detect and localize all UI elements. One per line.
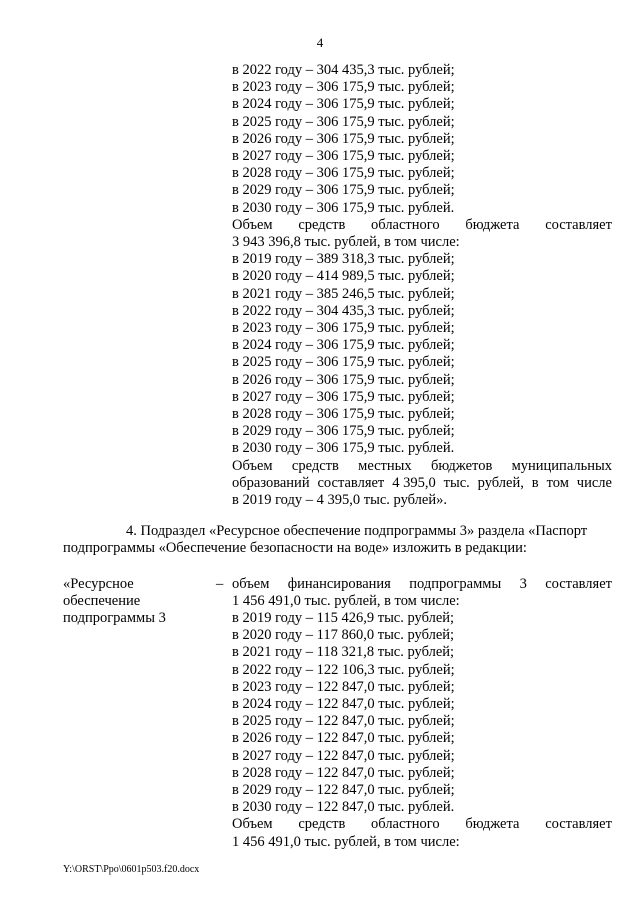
local-budget-intro-word: местных — [358, 457, 412, 474]
page-number: 4 — [316, 35, 324, 50]
year-line: в 2025 году – 122 847,0 тыс. рублей; — [232, 713, 455, 730]
regional-budget-intro-word: средств — [298, 216, 346, 233]
year-line: в 2027 году – 122 847,0 тыс. рублей; — [232, 747, 455, 764]
local-budget-total-word: рублей, — [477, 474, 524, 491]
regional-budget-intro-word: Объем — [232, 216, 273, 233]
year-line: в 2021 году – 385 246,5 тыс. рублей; — [232, 285, 455, 302]
year-line: в 2020 году – 414 989,5 тыс. рублей; — [232, 268, 455, 285]
local-budget-total — [232, 475, 612, 492]
subprogram-budget-intro-word: Объем — [232, 816, 273, 833]
year-line: в 2029 году – 122 847,0 тыс. рублей; — [232, 782, 455, 798]
year-line: в 2023 году – 306 175,9 тыс. рублей; — [232, 79, 455, 96]
local-budget-total-word: тыс. — [443, 474, 470, 491]
local-budget-total-word: составляет — [317, 474, 385, 491]
year-line: в 2024 году – 306 175,9 тыс. рублей; — [232, 96, 455, 113]
year-line: в 2025 году – 306 175,9 тыс. рублей; — [232, 113, 455, 130]
year-line: в 2024 году – 122 847,0 тыс. рублей; — [232, 696, 455, 712]
financing-intro — [232, 576, 612, 593]
resource-label-line: подпрограммы 3 — [63, 610, 166, 626]
regional-budget-intro-word: составляет — [545, 216, 612, 233]
regional-budget-total: 3 943 396,8 тыс. рублей, в том числе: — [232, 234, 460, 250]
subprogram-budget-intro-word: областного — [371, 816, 440, 833]
year-line: в 2026 году – 306 175,9 тыс. рублей; — [232, 371, 455, 388]
financing-total: 1 456 491,0 тыс. рублей, в том числе: — [232, 592, 460, 609]
year-line: в 2030 году – 306 175,9 тыс. рублей. — [232, 199, 455, 216]
year-line: в 2023 году – 122 847,0 тыс. рублей; — [232, 678, 455, 695]
year-line: в 2030 году – 306 175,9 тыс. рублей. — [232, 440, 455, 457]
local-budget-total-word: том — [546, 474, 569, 491]
year-line: в 2027 году – 306 175,9 тыс. рублей; — [232, 388, 455, 405]
local-budget-intro-word: бюджетов — [430, 457, 493, 474]
local-budget-intro-word: Объем — [232, 457, 273, 474]
regional-budget-intro — [232, 217, 612, 234]
year-line: в 2026 году – 122 847,0 тыс. рублей; — [232, 730, 455, 747]
year-line: в 2020 году – 117 860,0 тыс. рублей; — [232, 627, 455, 644]
financing-intro-word: составляет — [545, 575, 612, 592]
year-line: в 2027 году – 306 175,9 тыс. рублей; — [232, 148, 455, 164]
regional-budget-intro-word: областного — [371, 216, 440, 233]
year-line: в 2030 году – 122 847,0 тыс. рублей. — [232, 799, 455, 816]
financing-intro-word: 3 — [519, 575, 527, 592]
regional-budget-intro-word: бюджета — [465, 216, 520, 233]
financing-intro-word: подпрограммы — [409, 575, 502, 592]
subprogram-budget-total: 1 456 491,0 тыс. рублей, в том числе: — [232, 833, 460, 850]
local-budget-intro-word: муниципальных — [511, 457, 612, 474]
year-line: в 2029 году – 306 175,9 тыс. рублей; — [232, 182, 455, 199]
year-line: в 2024 году – 306 175,9 тыс. рублей; — [232, 337, 455, 354]
resource-label-line: «Ресурсное — [63, 575, 134, 592]
subprogram-budget-intro — [232, 816, 612, 833]
year-line: в 2023 году – 306 175,9 тыс. рублей; — [232, 320, 455, 336]
year-line: в 2019 году – 389 318,3 тыс. рублей; — [232, 251, 455, 268]
year-line: в 2022 году – 304 435,3 тыс. рублей; — [232, 302, 455, 319]
local-budget-total-word: числе — [576, 474, 612, 491]
local-budget-intro-word: средств — [291, 457, 339, 474]
year-line: в 2022 году – 304 435,3 тыс. рублей; — [232, 62, 455, 78]
financing-intro-word: финансирования — [287, 575, 391, 592]
local-budget-year: в 2019 году – 4 395,0 тыс. рублей». — [232, 492, 447, 508]
local-budget-total-word: 4 395,0 — [392, 474, 436, 491]
section-4-heading-cont: подпрограммы «Обеспечение безопасности на воде» изложить в редакции: — [63, 540, 527, 557]
year-line: в 2019 году – 115 426,9 тыс. рублей; — [232, 610, 455, 626]
year-line: в 2028 году – 306 175,9 тыс. рублей; — [232, 165, 455, 182]
year-line: в 2022 году – 122 106,3 тыс. рублей; — [232, 661, 455, 678]
subprogram-budget-intro-word: составляет — [545, 816, 612, 833]
year-line: в 2025 году – 306 175,9 тыс. рублей; — [232, 354, 455, 371]
year-line: в 2028 году – 306 175,9 тыс. рублей; — [232, 406, 455, 422]
label-dash: – — [216, 575, 224, 592]
subprogram-budget-intro-word: бюджета — [465, 816, 520, 833]
local-budget-intro — [232, 458, 612, 475]
footer-file-path: Y:\ORST\Ppo\0601p503.f20.docx — [63, 864, 200, 875]
resource-label-line: обеспечение — [63, 592, 141, 609]
year-line: в 2028 году – 122 847,0 тыс. рублей; — [232, 764, 455, 781]
year-line: в 2026 году – 306 175,9 тыс. рублей; — [232, 130, 455, 147]
year-line: в 2021 году – 118 321,8 тыс. рублей; — [232, 644, 455, 661]
subprogram-budget-intro-word: средств — [298, 816, 346, 833]
local-budget-total-word: образований — [232, 474, 310, 491]
financing-intro-word: объем — [232, 575, 270, 592]
section-4-heading: 4. Подраздел «Ресурсное обеспечение подпрограммы 3» раздела «Паспорт — [126, 523, 588, 540]
year-line: в 2029 году – 306 175,9 тыс. рублей; — [232, 423, 455, 440]
local-budget-total-word: в — [531, 474, 539, 491]
